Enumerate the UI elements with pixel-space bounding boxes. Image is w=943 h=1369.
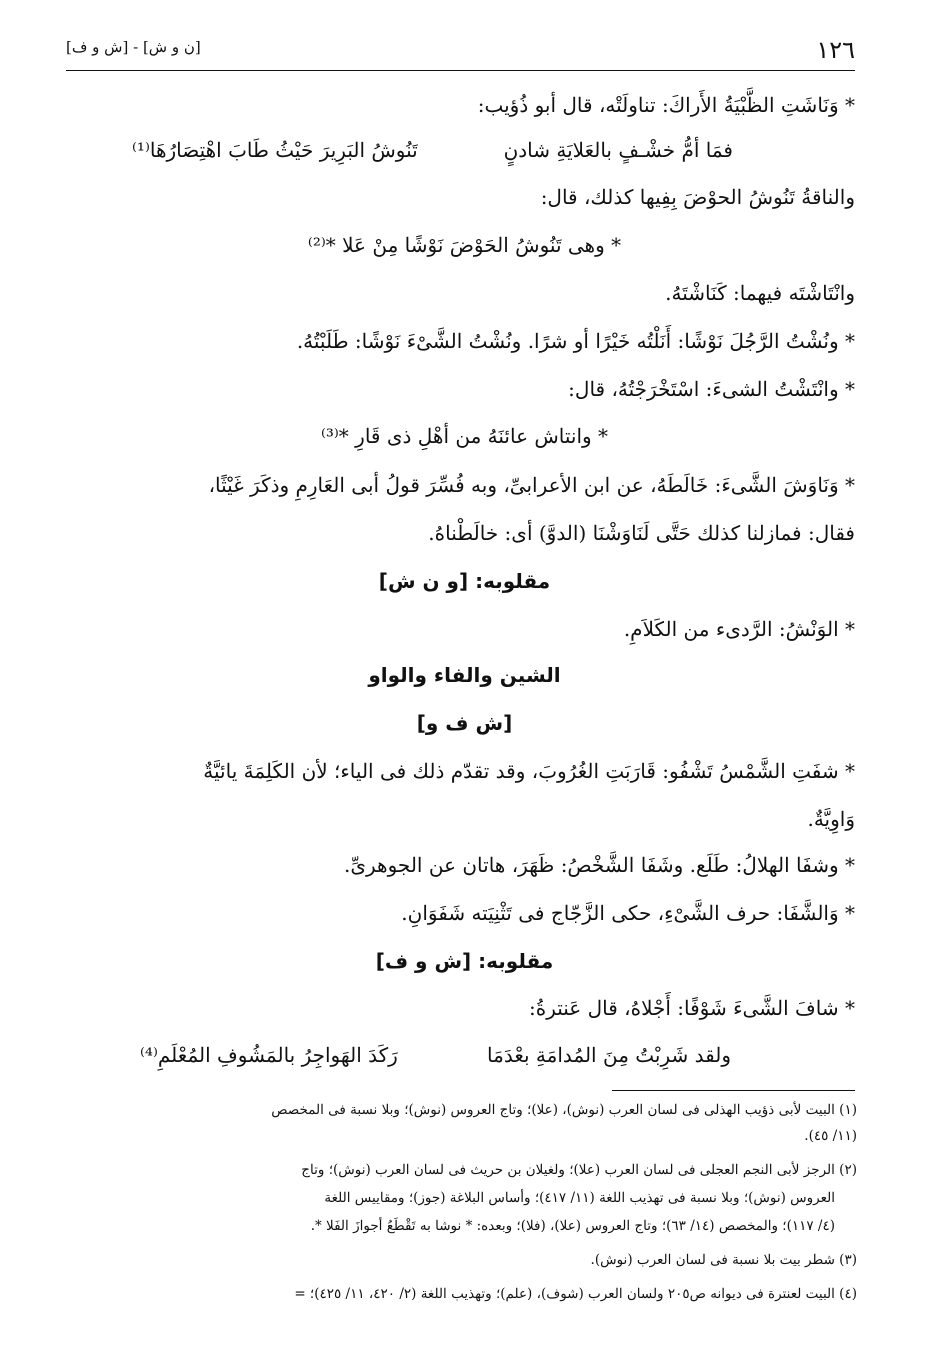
subheading-inverted-root: مقلوبه: [و ن ش] [378,569,551,593]
verse-hemistich-right: فمَا أمُّ خشْـفٍ بالعَلايَةِ شادنٍ [503,138,733,162]
entry-line: * ونُشْتُ الرَّجُلَ نَوْشًا: أَنَلْتُه خَيْرًا أو شرًا. ونُشْتُ الشَّىْءَ نَوْشًا: طَلَبْتُهُ. [296,329,855,353]
footnote-2: (٢) الرجز لأبى النجم العجلى فى لسان العرب (علا)؛ ولغيلان بن حريث فى لسان العرب (نوش)؛ وتاج [301,1162,857,1178]
subheading-inverted-root: مقلوبه: [ش و ف] [375,949,554,973]
footnote-4: (٤) البيت لعنترة فى ديوانه ص٢٠٥ ولسان العرب (شوف)، (علم)؛ وتهذيب اللغة (٢/ ٤٢٠، ١١/ ٤٢٥)؛ = [294,1286,857,1302]
footnote-1: (١) البيت لأبى ذؤيب الهذلى فى لسان العرب (نوش)، (علا)؛ وتاج العروس (نوش)؛ وبلا نسبة فى المخصص [271,1102,857,1118]
root-heading: [ش ف و] [416,711,513,735]
footnote-1-cont: (١١/ ٤٥). [804,1128,857,1144]
entry-line: وانْتَاشْتَه فيهما: كَنَاشْتَهُ. [665,281,855,305]
entry-line: * وشفَا الهلالُ: طَلَع. وشَفَا الشَّخْصُ: ظَهَرَ، هاتان عن الجوهرىِّ. [344,853,855,877]
section-heading: الشين والفاء والواو [368,663,561,687]
header-rule [66,70,855,71]
running-header-root-ref: [ن و ش] - [ش و ف] [66,38,201,56]
footnote-3: (٣) شطر بيت بلا نسبة فى لسان العرب (نوش). [590,1252,857,1268]
entry-line: * الوَنْشُ: الرَّدىء من الكَلاَمِ. [623,617,855,641]
verse-hemistich-left: تَنُوشُ البَرِيرَ حَيْثُ طَابَ اهْتِصَارُهَا⁽¹⁾ [132,138,418,162]
footnote-2-cont: (٤/ ١١٧)؛ والمخصص (١٤/ ٦٣)؛ وتاج العروس (علا)، (فلا)؛ وبعده: * نوشا به تَقْطَعُ أجوازَ الفَلا *. [310,1218,835,1234]
entry-line: والناقةُ تَنُوشُ الحوْضَ بِفِيها كذلك، قال: [540,185,855,209]
footnote-rule [612,1090,855,1091]
page-header [66,30,855,66]
entry-line: وَاوِيَّةٌ. [807,807,855,831]
entry-line: * وَنَاوَشَ الشَّىءَ: خَالَطَهُ، عن ابن الأعرابىِّ، وبه فُسِّرَ قولُ أبى العَارِمِ وذكَرَ غَيْثًا، [208,473,855,497]
entry-line: فقال: فمازلنا كذلك حَتَّى لَنَاوَشْنَا (الدوَّ) أى: خالَطْناهُ. [428,521,855,545]
quoted-rajaz: * وهى تَنُوشُ الحَوْضَ نَوْشًا مِنْ عَلا *⁽²⁾ [307,233,622,257]
entry-line: * وَالشَّفَا: حرف الشَّىْءِ، حكى الزَّجّاج فى تَثْنِيَته شَفَوَانِ. [401,901,855,925]
entry-line: * وانْتَشْتُ الشىءَ: اسْتَخْرَجْتُهُ، قال: [568,377,855,401]
page-number: ١٢٦ [816,36,855,64]
verse-hemistich-right: ولقد شَرِبْتُ مِنَ المُدامَةِ بعْدَمَا [487,1043,731,1067]
quoted-verse: * وانتاش عائنَهُ من أهْلِ ذى قَارِ *⁽³⁾ [320,424,609,448]
footnote-2-cont: العروس (نوش)؛ وبلا نسبة فى تهذيب اللغة (١١/ ٤١٧)؛ وأساس البلاغة (جوز)؛ ومقاييس اللغة [324,1190,835,1206]
verse-hemistich-left: رَكَدَ الهَواجِرُ بالمَشُوفِ المُعْلَمِ⁽⁴⁾ [140,1043,398,1067]
entry-line: * وَنَاشَتِ الظَّبْيَةُ الأَراكَ: تناولَتْه، قال أبو ذُؤيب: [477,93,855,117]
entry-line: * شفَتِ الشَّمْسُ تَشْفُو: قَارَبَتِ الغُرُوبَ، وقد تقدّم ذلك فى الياء؛ لأن الكَلِمَةَ يائيَّةٌ [203,759,855,783]
entry-line: * شافَ الشَّىءَ شَوْفًا: أَجْلاهُ، قال عَنترةُ: [528,996,855,1020]
